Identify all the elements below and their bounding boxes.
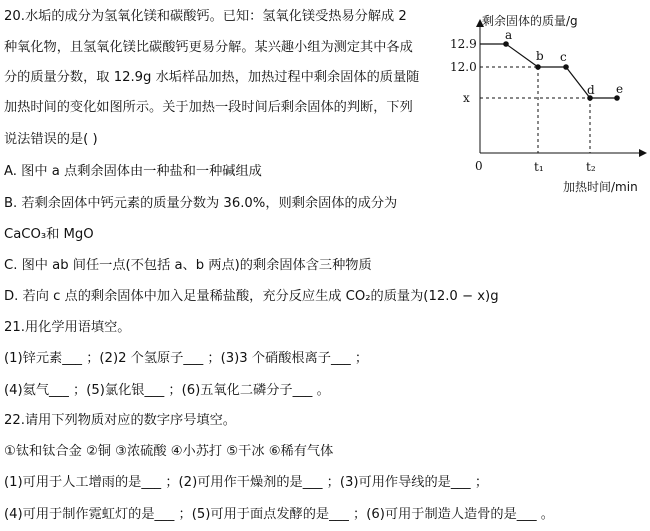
origin-label: 0: [475, 159, 483, 173]
label-d: d: [587, 83, 595, 97]
q20-option-a: A. 图中 a 点剩余固体由一种盐和一种碱组成: [4, 164, 262, 179]
y-axis-label: 剩余固体的质量/g: [482, 14, 578, 28]
label-c: c: [560, 50, 567, 64]
q20-option-d: D. 若向 c 点的剩余固体中加入足量稀盐酸，充分反应生成 CO₂的质量为(12.0 − x)g: [4, 289, 499, 304]
q21-row-1: (1)锌元素___ ；(2)2 个氢原子___ ；(3)3 个硝酸根离子___ ；: [4, 351, 369, 366]
y-tick-12-9: 12.9: [450, 37, 477, 51]
x-tick-t2: t₂: [586, 160, 596, 174]
q20-option-b-cont: CaCO₃和 MgO: [4, 227, 94, 242]
q22-title: 22.请用下列物质对应的数字序号填空。: [4, 413, 236, 428]
q22-row-1: (1)可用于人工增雨的是___ ；(2)可用作干燥剂的是___ ；(3)可用作导线的是___ ；: [4, 475, 489, 490]
q20-line-2: 种氧化物，且氢氧化镁比碳酸钙更易分解。某兴趣小组为测定其中各成: [4, 40, 413, 55]
point-c: [563, 64, 569, 70]
x-axis-label: 加热时间/min: [563, 180, 638, 194]
q22-choices: ①钛和钛合金 ②铜 ③浓硫酸 ④小苏打 ⑤干冰 ⑥稀有气体: [4, 444, 334, 459]
q20-option-b: B. 若剩余固体中钙元素的质量分数为 36.0%，则剩余固体的成分为: [4, 196, 398, 211]
graph-svg: [440, 5, 650, 195]
x-tick-t1: t₁: [534, 160, 544, 174]
label-a: a: [505, 28, 513, 42]
q22-row-2: (4)可用于制作霓虹灯的是___ ；(5)可用于面点发酵的是___ ；(6)可用于制造人造骨的是___ 。: [4, 507, 554, 522]
q21-title: 21.用化学用语填空。: [4, 320, 131, 335]
point-a: [503, 41, 509, 47]
q20-line-3: 分的质量分数，取 12.9g 水垢样品加热，加热过程中剩余固体的质量随: [4, 70, 420, 85]
label-e: e: [616, 82, 624, 96]
q20-option-c: C. 图中 ab 间任一点(不包括 a、b 两点)的剩余固体含三种物质: [4, 258, 372, 273]
y-tick-12-0: 12.0: [450, 60, 477, 74]
q20-line-4: 加热时间的变化如图所示。关于加热一段时间后剩余固体的判断，下列: [4, 100, 413, 115]
label-b: b: [536, 49, 544, 63]
point-e: [614, 95, 620, 101]
y-tick-x: x: [463, 91, 470, 105]
mass-curve: [480, 44, 617, 98]
mass-time-graph: [440, 5, 650, 195]
q21-row-2: (4)氦气___ ；(5)氯化银___ ；(6)五氧化二磷分子___ 。: [4, 383, 330, 398]
q20-line-1: 20.水垢的成分为氢氧化镁和碳酸钙。已知：氢氧化镁受热易分解成 2: [4, 9, 407, 24]
q20-line-5: 说法错误的是( ): [4, 132, 98, 147]
point-b: [535, 64, 541, 70]
